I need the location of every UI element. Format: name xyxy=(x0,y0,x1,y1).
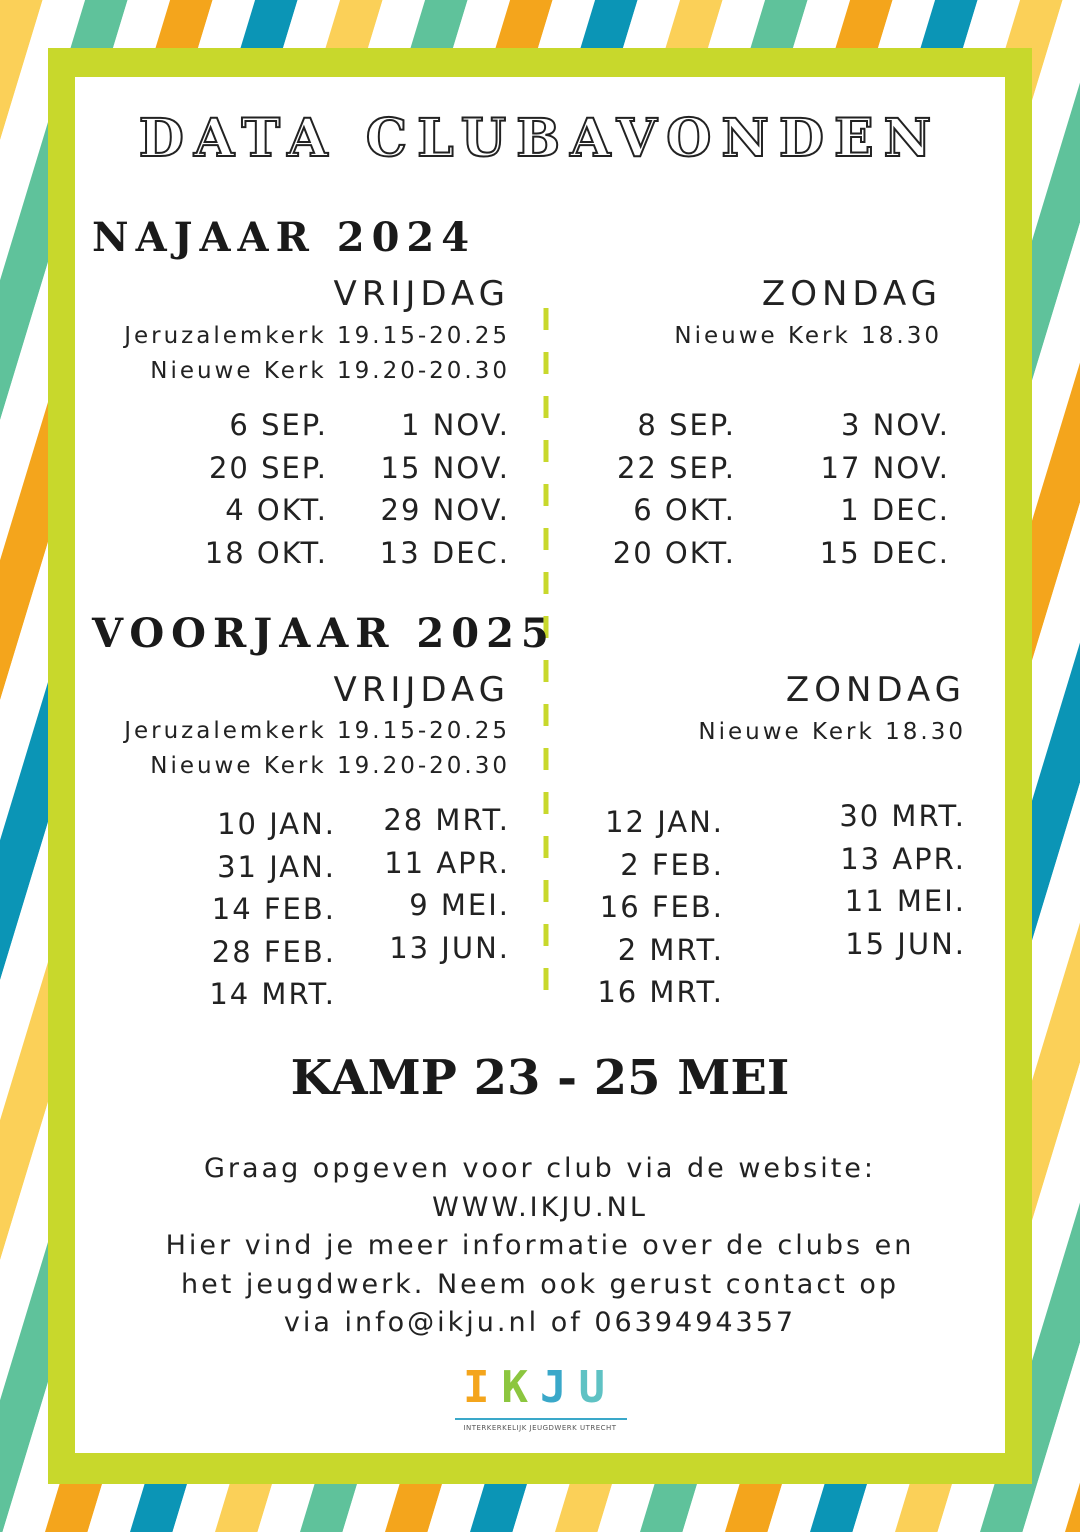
logo-subtitle: INTERKERKELIJK JEUGDWERK UTRECHT xyxy=(463,1424,617,1432)
date-item: 11 MEI. xyxy=(844,884,966,918)
date-item: 11 APR. xyxy=(384,845,510,880)
logo-letter-i: I xyxy=(463,1362,502,1413)
info-line-5 xyxy=(0,1304,1080,1343)
date-item: 20 OKT. xyxy=(612,535,736,570)
voorjaar-zondag-dates-col1 xyxy=(597,801,724,1014)
voorjaar-zondag-label: ZONDAG xyxy=(785,670,966,710)
date-item: 10 JAN. xyxy=(217,807,336,841)
date-item: 20 SEP. xyxy=(208,450,328,485)
date-item: 17 NOV. xyxy=(820,450,950,485)
date-item: 18 OKT. xyxy=(204,535,328,570)
info-line-3: Hier vind je meer informatie over de clubs en xyxy=(165,1230,915,1261)
date-item: 29 NOV. xyxy=(380,493,510,527)
date-item: 3 NOV. xyxy=(841,408,950,442)
date-item: 15 JUN. xyxy=(845,926,966,961)
voorjaar-vrijdag-location-2: Nieuwe Kerk 19.20-20.30 xyxy=(150,753,510,779)
date-item: 22 SEP. xyxy=(616,450,736,485)
info-line-4: het jeugdwerk. Neem ook gerust contact op xyxy=(180,1268,900,1300)
date-item: 13 DEC. xyxy=(379,535,510,570)
date-item: 28 FEB. xyxy=(211,934,336,969)
voorjaar-zondag-location: Nieuwe Kerk 18.30 xyxy=(698,719,966,745)
date-item: 31 JAN. xyxy=(217,849,336,884)
date-item: 6 SEP. xyxy=(229,408,328,442)
najaar-zondag-dates-col1 xyxy=(613,404,736,574)
date-item: 8 SEP. xyxy=(637,408,736,442)
date-item: 2 FEB. xyxy=(620,847,724,882)
date-item: 13 JUN. xyxy=(389,930,510,965)
kamp-heading: KAMP 23 - 25 MEI xyxy=(290,1050,790,1106)
date-item: 14 MRT. xyxy=(209,977,336,1011)
date-item: 15 DEC. xyxy=(819,535,950,570)
website-link[interactable]: WWW.IKJU.NL xyxy=(432,1191,648,1223)
date-item: 16 FEB. xyxy=(599,890,724,924)
date-item: 16 MRT. xyxy=(597,975,724,1009)
najaar-vrijdag-location-1: Jeruzalemkerk 19.15-20.25 xyxy=(124,323,510,349)
date-item: 1 DEC. xyxy=(840,493,950,527)
najaar-zondag-label: ZONDAG xyxy=(761,274,942,314)
logo-letter-u: U xyxy=(578,1362,617,1413)
ikju-logo xyxy=(0,1362,1080,1413)
date-item: 2 MRT. xyxy=(617,932,724,967)
logo-letter-k: K xyxy=(501,1362,540,1413)
date-item: 4 OKT. xyxy=(225,493,328,527)
info-via: via xyxy=(283,1307,333,1338)
date-item: 13 APR. xyxy=(840,841,966,876)
voorjaar-heading: VOORJAAR 2025 xyxy=(92,610,556,657)
date-item: 14 FEB. xyxy=(211,892,336,926)
email-link[interactable]: info@ikju.nl xyxy=(344,1307,540,1338)
voorjaar-vrijdag-dates-col1 xyxy=(209,803,336,1016)
info-line-1: Graag opgeven voor club via de website: xyxy=(203,1153,877,1184)
najaar-vrijdag-location-2: Nieuwe Kerk 19.20-20.30 xyxy=(150,358,510,384)
info-of: of xyxy=(550,1307,583,1338)
date-item: 9 MEI. xyxy=(409,888,510,922)
voorjaar-vrijdag-dates-col2 xyxy=(383,799,510,969)
page-title: DATA CLUBAVONDEN xyxy=(138,108,942,169)
date-item: 1 NOV. xyxy=(401,408,510,442)
date-item: 28 MRT. xyxy=(383,803,510,837)
najaar-vrijdag-label: VRIJDAG xyxy=(333,274,510,314)
najaar-vrijdag-dates-col2 xyxy=(380,404,510,574)
najaar-vrijdag-dates-col1 xyxy=(205,404,328,574)
najaar-heading: NAJAAR 2024 xyxy=(92,214,477,261)
date-item: 6 OKT. xyxy=(633,493,736,527)
najaar-zondag-location: Nieuwe Kerk 18.30 xyxy=(674,323,942,349)
voorjaar-vrijdag-location-1: Jeruzalemkerk 19.15-20.25 xyxy=(124,718,510,744)
date-item: 12 JAN. xyxy=(605,805,724,839)
phone-number[interactable]: 0639494357 xyxy=(594,1307,797,1338)
info-block xyxy=(0,1150,1080,1343)
logo-letter-j: J xyxy=(540,1362,579,1413)
date-item: 15 NOV. xyxy=(380,450,510,485)
voorjaar-vrijdag-label: VRIJDAG xyxy=(333,670,510,710)
date-item: 30 MRT. xyxy=(839,799,966,833)
logo-underline xyxy=(455,1418,627,1420)
voorjaar-zondag-dates-col2 xyxy=(839,795,966,965)
najaar-zondag-dates-col2 xyxy=(820,404,950,574)
